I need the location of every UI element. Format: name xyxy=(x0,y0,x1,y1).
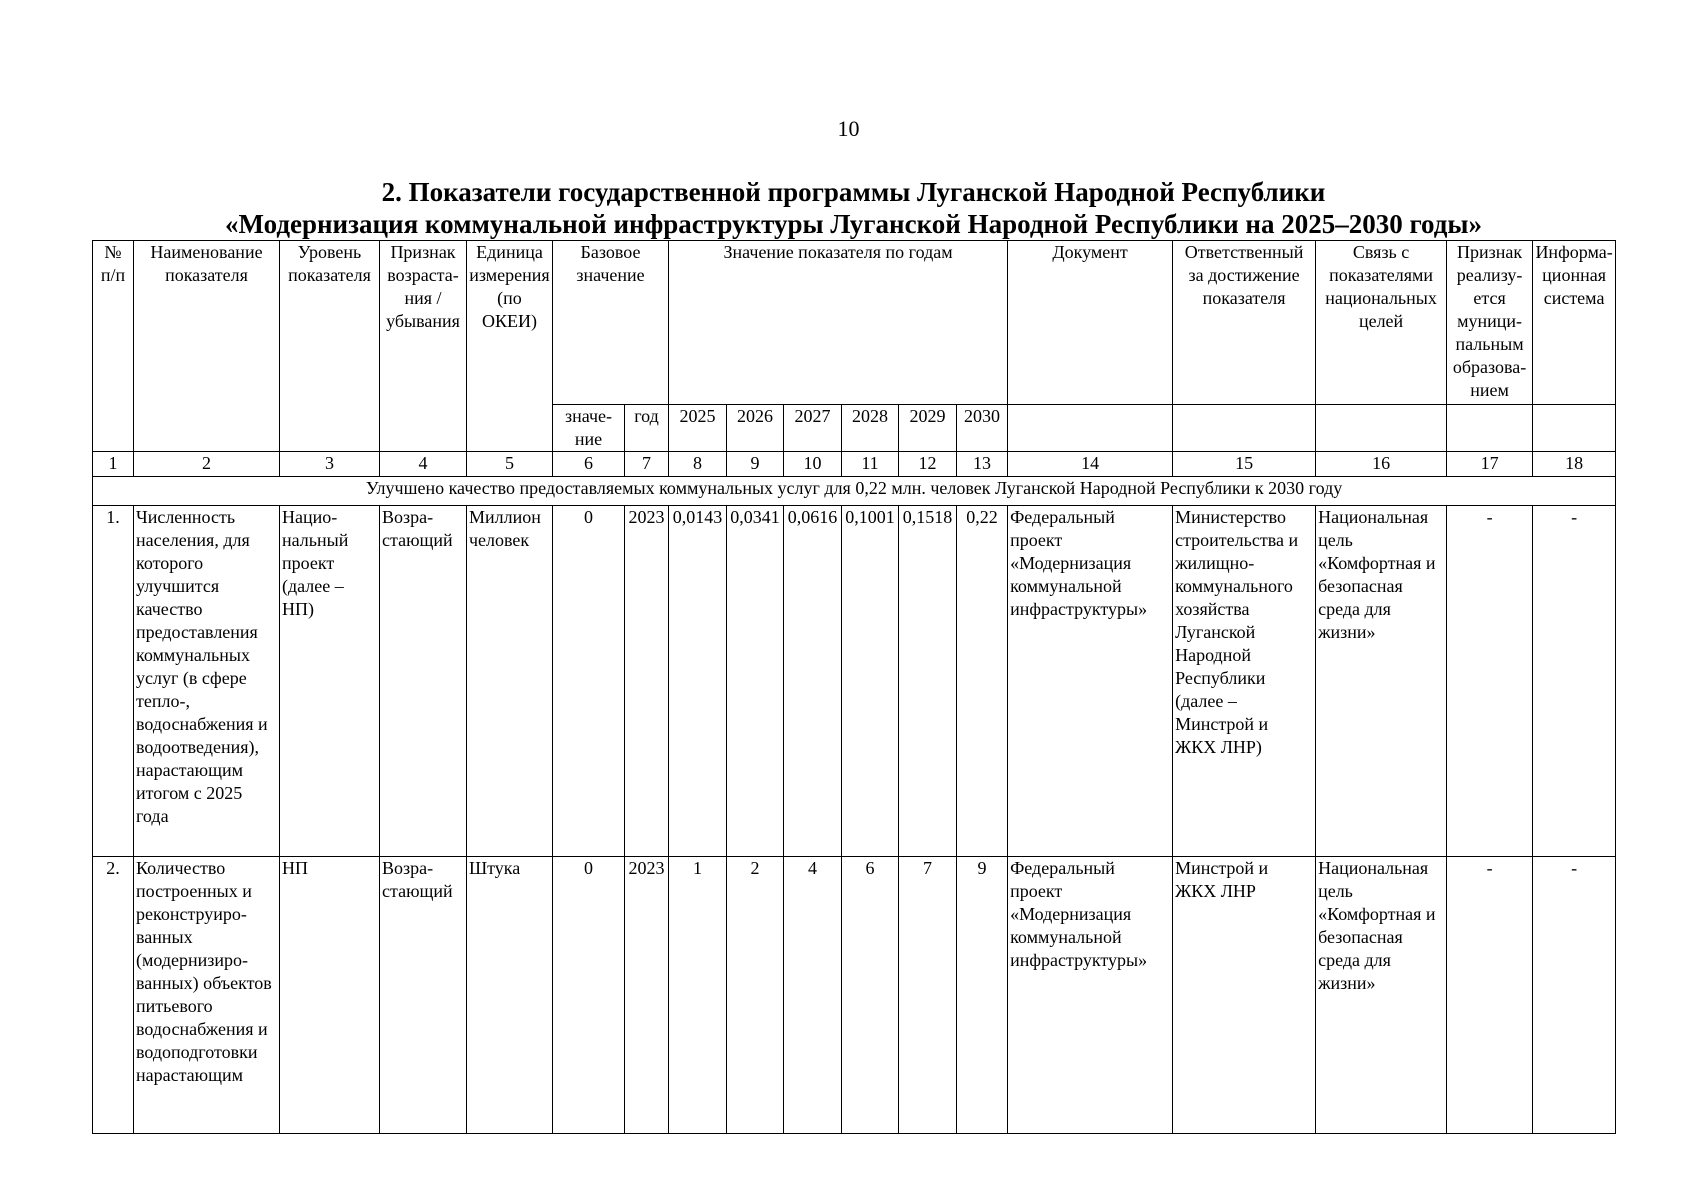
row-year-value: 0,0143 xyxy=(669,506,727,857)
row-number: 2. xyxy=(93,857,134,1134)
goal-text: Улучшено качество предоставляемых коммунальных услуг для 0,22 млн. человек Луганской Народной Республики к 2030 году xyxy=(93,477,1616,506)
row-unit: Миллион человек xyxy=(467,506,553,857)
column-number: 4 xyxy=(380,452,467,477)
column-number: 7 xyxy=(625,452,669,477)
empty-cell xyxy=(1447,405,1533,452)
header-year: 2030 xyxy=(957,405,1008,452)
row-base-year: 2023 xyxy=(625,506,669,857)
row-year-value: 4 xyxy=(784,857,842,1134)
table-row xyxy=(93,506,1616,857)
row-base-value: 0 xyxy=(553,857,625,1134)
row-document: Федеральный проект «Модернизация коммунальной инфраструктуры» xyxy=(1008,857,1173,1134)
row-year-value: 0,0341 xyxy=(727,506,784,857)
column-number: 18 xyxy=(1533,452,1616,477)
empty-cell xyxy=(1008,405,1173,452)
column-number: 12 xyxy=(899,452,957,477)
header-year: 2028 xyxy=(842,405,899,452)
empty-cell xyxy=(1173,405,1316,452)
header-base-year-sub: год xyxy=(625,405,669,452)
header-base-value: Базовое значение xyxy=(553,241,669,405)
indicators-table xyxy=(92,240,1616,1134)
row-indicator-name: Численность населения, для которого улучшится качество предоставления коммунальных услуг (в сфере тепло-, водоснабжения и водоотведения), нарастающим итогом с 2025 года xyxy=(134,506,280,857)
column-number: 8 xyxy=(669,452,727,477)
header-responsible: Ответственный за достижение показателя xyxy=(1173,241,1316,405)
column-number-row xyxy=(93,452,1616,477)
header-year: 2026 xyxy=(727,405,784,452)
row-level: НП xyxy=(280,857,380,1134)
column-number: 17 xyxy=(1447,452,1533,477)
table-row xyxy=(93,857,1616,1134)
row-year-value: 9 xyxy=(957,857,1008,1134)
column-number: 6 xyxy=(553,452,625,477)
row-year-value: 0,22 xyxy=(957,506,1008,857)
row-document: Федеральный проект «Модернизация коммунальной инфраструктуры» xyxy=(1008,506,1173,857)
header-year: 2025 xyxy=(669,405,727,452)
column-number: 1 xyxy=(93,452,134,477)
header-level: Уровень показателя xyxy=(280,241,380,452)
row-info-system: - xyxy=(1533,506,1616,857)
row-base-value: 0 xyxy=(553,506,625,857)
header-year: 2027 xyxy=(784,405,842,452)
row-info-system: - xyxy=(1533,857,1616,1134)
row-national-goal: Национальная цель «Комфортная и безопасная среда для жизни» xyxy=(1316,857,1447,1134)
title-line-1: 2. Показатели государственной программы Луганской Народной Республики xyxy=(381,177,1326,207)
column-number: 2 xyxy=(134,452,280,477)
row-number: 1. xyxy=(93,506,134,857)
row-responsible: Министерство строительства и жилищно-коммунального хозяйства Луганской Народной Республики (далее – Минстрой и ЖКХ ЛНР) xyxy=(1173,506,1316,857)
row-trend: Возра-стающий xyxy=(380,506,467,857)
header-base-value-sub: значе-ние xyxy=(553,405,625,452)
header-trend: Признак возраста-ния / убывания xyxy=(380,241,467,452)
row-municipal: - xyxy=(1447,857,1533,1134)
empty-cell xyxy=(1533,405,1616,452)
column-number: 14 xyxy=(1008,452,1173,477)
row-year-value: 0,1518 xyxy=(899,506,957,857)
row-base-year: 2023 xyxy=(625,857,669,1134)
row-year-value: 0,0616 xyxy=(784,506,842,857)
row-trend: Возра-стающий xyxy=(380,857,467,1134)
header-info-system: Информа-ционная система xyxy=(1533,241,1616,405)
column-number: 11 xyxy=(842,452,899,477)
empty-cell xyxy=(1316,405,1447,452)
row-year-value: 1 xyxy=(669,857,727,1134)
row-year-value: 2 xyxy=(727,857,784,1134)
goal-row xyxy=(93,477,1616,506)
page-title xyxy=(92,176,1615,240)
row-indicator-name: Количество построенных и реконструиро-ванных (модернизиро-ванных) объектов питьевого водоснабжения и водоподготовки нарастающим xyxy=(134,857,280,1134)
column-number: 15 xyxy=(1173,452,1316,477)
header-municipal: Признак реализу-ется муници-пальным образова-нием xyxy=(1447,241,1533,405)
column-number: 10 xyxy=(784,452,842,477)
header-row xyxy=(93,241,1616,405)
header-indicator-name: Наименование показателя xyxy=(134,241,280,452)
column-number: 13 xyxy=(957,452,1008,477)
column-number: 5 xyxy=(467,452,553,477)
column-number: 3 xyxy=(280,452,380,477)
page-number: 10 xyxy=(837,116,860,141)
column-number: 16 xyxy=(1316,452,1447,477)
header-year-values: Значение показателя по годам xyxy=(669,241,1008,405)
header-national-goals: Связь с показателями национальных целей xyxy=(1316,241,1447,405)
header-unit: Единица измерения (по ОКЕИ) xyxy=(467,241,553,452)
row-year-value: 6 xyxy=(842,857,899,1134)
header-document: Документ xyxy=(1008,241,1173,405)
header-number: № п/п xyxy=(93,241,134,452)
row-year-value: 0,1001 xyxy=(842,506,899,857)
row-national-goal: Национальная цель «Комфортная и безопасная среда для жизни» xyxy=(1316,506,1447,857)
row-level: Нацио-нальный проект (далее – НП) xyxy=(280,506,380,857)
column-number: 9 xyxy=(727,452,784,477)
row-responsible: Минстрой и ЖКХ ЛНР xyxy=(1173,857,1316,1134)
title-line-2: «Модернизация коммунальной инфраструктуры Луганской Народной Республики на 2025–2030 годы» xyxy=(224,209,1482,239)
row-year-value: 7 xyxy=(899,857,957,1134)
header-year: 2029 xyxy=(899,405,957,452)
row-municipal: - xyxy=(1447,506,1533,857)
row-unit: Штука xyxy=(467,857,553,1134)
